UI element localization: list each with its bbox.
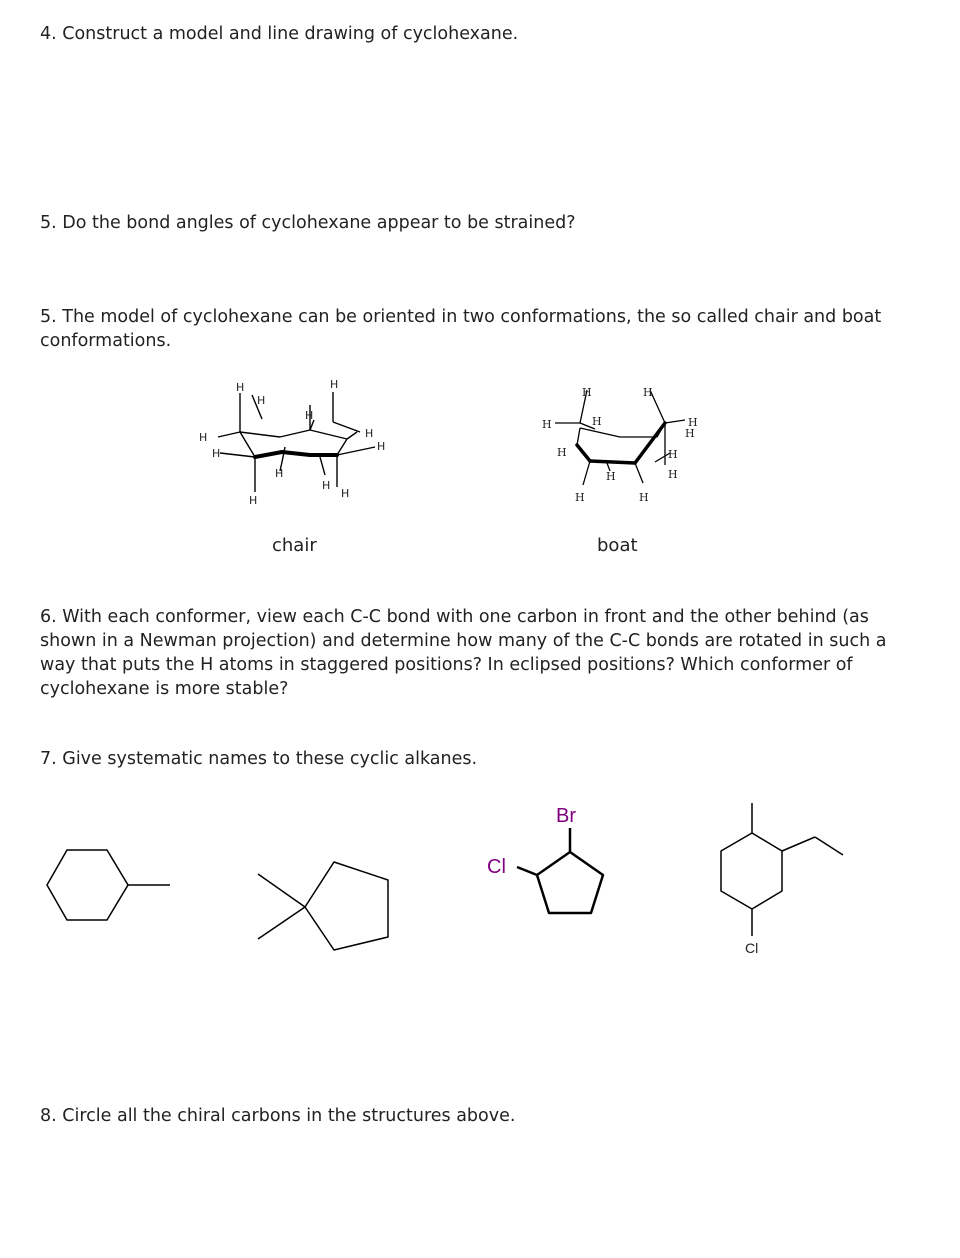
chair-h-8: H [212, 447, 221, 460]
chair-h-1: H [236, 381, 245, 394]
methylcyclohexane-structure [47, 850, 170, 920]
chair-h-11: H [341, 487, 350, 500]
chair-h-5: H [365, 427, 374, 440]
boat-h-10: H [668, 468, 678, 481]
boat-label: boat [597, 535, 638, 556]
chloro-label: Cl [487, 856, 506, 878]
chair-h-7: H [199, 431, 208, 444]
boat-h-2: H [643, 386, 653, 399]
chair-h-12: H [249, 494, 258, 507]
boat-h-9: H [606, 470, 616, 483]
boat-h-11: H [575, 491, 585, 504]
chair-label: chair [272, 535, 317, 556]
chloro-label-cyclohexane: Cl [745, 940, 759, 956]
boat-h-4: H [592, 415, 602, 428]
chair-h-9: H [275, 467, 284, 480]
boat-h-3: H [542, 418, 552, 431]
boat-conformation-drawing [535, 375, 715, 510]
bromo-label: Br [556, 805, 576, 827]
bromochlorocyclopentane-structure [517, 828, 603, 913]
boat-h-8: H [668, 448, 678, 461]
boat-front-bonds [577, 423, 665, 463]
question-7: 7. Give systematic names to these cyclic alkanes. [40, 749, 478, 769]
chair-h-2: H [257, 394, 266, 407]
chair-h-4: H [305, 409, 314, 422]
question-6: 6. With each conformer, view each C-C bond with one carbon in front and the other behind (as shown in a Newman projection) and determine how many of the C-C bonds are rotated in such a way that puts the H atoms in staggered positions? In eclipsed positions? Which conformer of cyclohexane is more stable? [40, 607, 887, 699]
chair-front-bonds [255, 452, 337, 457]
question-5-strain: 5. Do the bond angles of cyclohexane appear to be strained? [40, 213, 576, 233]
chair-h-10: H [322, 479, 331, 492]
chair-h-3: H [330, 378, 339, 391]
boat-h-6: H [685, 427, 695, 440]
boat-h-12: H [639, 491, 649, 504]
structures-row [0, 790, 960, 970]
boat-bonds [555, 390, 685, 485]
question-5-conformations: 5. The model of cyclohexane can be oriented in two conformations, the so called chair and boat conformations. [40, 307, 882, 351]
question-8: 8. Circle all the chiral carbons in the structures above. [40, 1106, 516, 1126]
boat-h-1: H [582, 386, 592, 399]
dimethylcyclopentane-structure [258, 862, 388, 950]
chair-conformation-drawing [190, 375, 390, 510]
question-4: 4. Construct a model and line drawing of cyclohexane. [40, 24, 519, 44]
chair-bonds [218, 392, 375, 492]
boat-h-5: H [688, 416, 698, 429]
boat-h-7: H [557, 446, 567, 459]
chair-h-6: H [377, 440, 386, 453]
chloro-substituted-cyclohexane-structure [721, 803, 843, 936]
